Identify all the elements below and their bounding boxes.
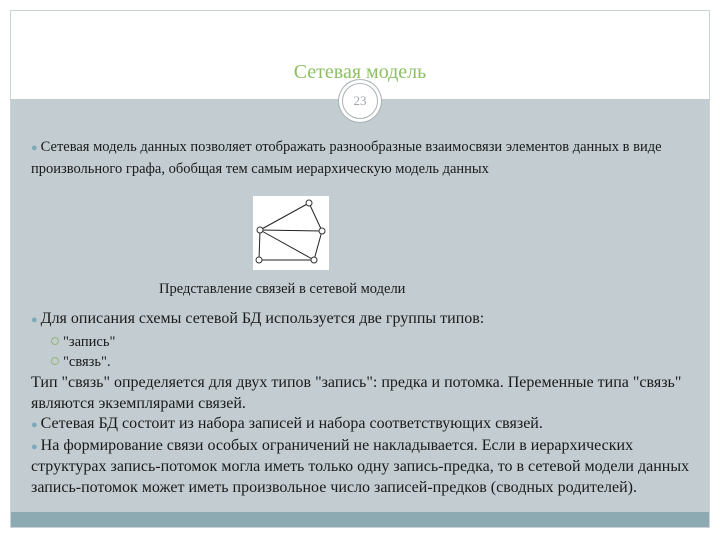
graph-edge [260,230,322,231]
slide-number: 23 [342,83,378,119]
graph-node [256,257,262,263]
network-graph-figure [253,196,329,270]
constraints-paragraph: ● На формирование связи особых ограничений не накладывается. Если в иерархических структурах запись-потомок могла иметь только одну запись-предка, то в сетевой модели данных запись-потомок может иметь произвольное число записей-предков (сводных родителей). [31,436,690,496]
graph-edge [259,230,260,260]
graph-diagram [253,196,329,270]
bullet-icon: ● [31,314,38,326]
graph-node [311,257,317,263]
hollow-bullet-icon [51,337,59,345]
schema-paragraph [31,308,691,331]
graph-node [306,200,312,206]
graph-edge [314,231,322,260]
bullet-icon: ● [31,419,38,431]
graph-edge [260,203,309,230]
schema-text: Для описания схемы сетевой БД используется две группы типов: [40,310,485,327]
graph-node [257,227,263,233]
bottom-bar [11,512,709,527]
bullet-icon: ● [31,142,38,154]
graph-edge [260,230,314,260]
db-composition-paragraph: ● Сетевая БД состоит из набора записей и набора соответствующих связей. [31,415,543,432]
bullet-icon: ● [31,440,38,453]
graph-edge [309,203,322,231]
type-item-record: "запись" [51,334,115,351]
details-block [31,373,691,498]
intro-paragraph [31,137,691,180]
hollow-bullet-icon [51,357,59,365]
figure-caption: Представление связей в сетевой модели [159,281,406,297]
intro-text: Сетевая модель данных позволяет отображать разнообразные взаимосвязи элементов данных в виде произвольного графа, обобщая тем самым иерархическую модель данных [31,139,662,177]
slide-content [11,100,709,512]
slide-title: Сетевая модель [293,61,427,83]
type-item-link: "связь". [51,354,111,371]
graph-node [319,228,325,234]
slide [10,10,710,528]
link-type-text: Тип "связь" определяется для двух типов "запись": предка и потомка. Переменные типа "связь" являются экземплярами связей. [31,374,682,412]
